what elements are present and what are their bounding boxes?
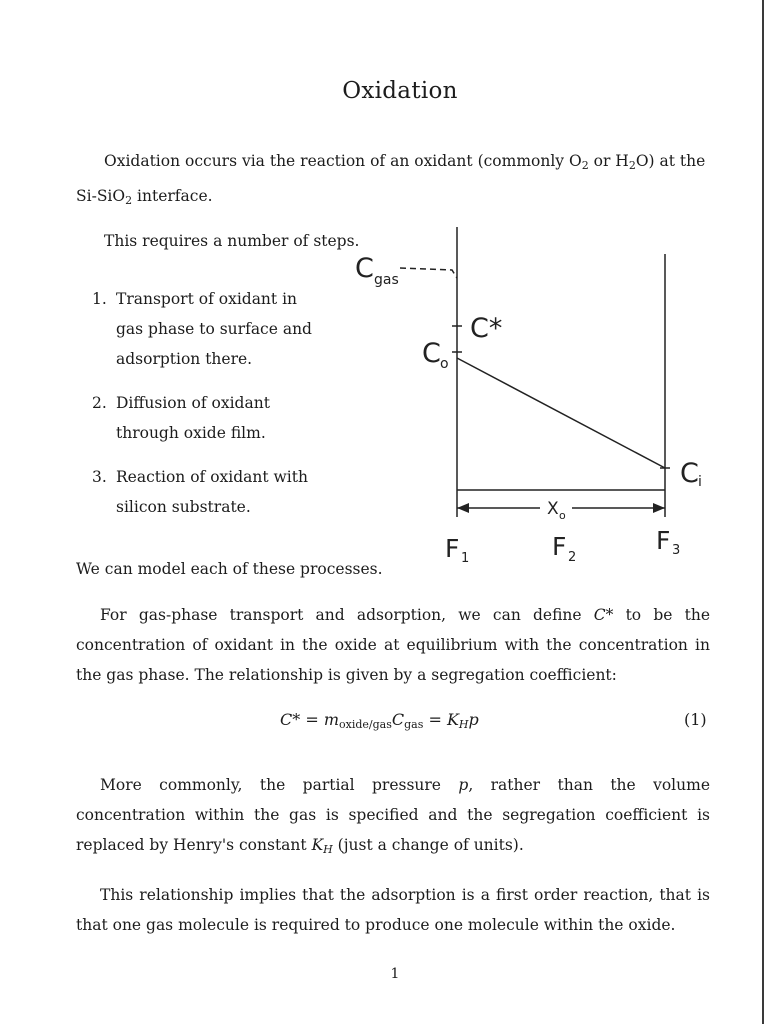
o2-subscript: 2 — [581, 159, 589, 172]
eq-c-gas: C — [391, 710, 405, 729]
c-o-label: C — [422, 338, 441, 369]
equation-expression — [280, 710, 479, 731]
intro-text-4: interface. — [132, 187, 213, 205]
page-edge-line — [762, 0, 764, 1024]
p4-text-1: More commonly, the partial pressure — [100, 776, 459, 794]
f3-label: F — [656, 526, 671, 555]
eq-m-subscript: oxide/gas — [339, 718, 392, 731]
list-item — [92, 388, 352, 448]
k-symbol: K — [311, 836, 324, 854]
equation-number: (1) — [684, 710, 707, 729]
step-line: Reaction of oxidant with — [116, 468, 308, 486]
steps-list — [92, 284, 352, 536]
p4-text-2: , rather than the volume concentration within the gas is specified and the segregation coefficient is replaced by Henry's constant — [76, 776, 710, 854]
p4-text-3: (just a change of units). — [332, 836, 524, 854]
c-o-subscript: o — [440, 356, 449, 372]
step-line: Diffusion of oxidant — [116, 394, 270, 412]
f2-label: F — [552, 532, 567, 561]
sio2-subscript: 2 — [125, 194, 133, 207]
eq-p: p — [468, 710, 479, 729]
c-gas-label: C — [355, 253, 374, 284]
x-o-label: X — [547, 499, 559, 519]
steps-intro: This requires a number of steps. — [104, 232, 360, 250]
step-line: adsorption there. — [116, 350, 253, 368]
h2-subscript: 2 — [628, 159, 636, 172]
eq-k-subscript: H — [458, 718, 469, 731]
f1-label: F — [445, 534, 460, 563]
step-number: 2. — [92, 394, 107, 412]
oxidation-diagram — [340, 222, 720, 572]
step-line: silicon substrate. — [116, 498, 251, 516]
intro-text-1: Oxidation occurs via the reaction of an oxidant (commonly O — [104, 152, 582, 170]
eq-c-star: C* — [280, 710, 301, 729]
f1-subscript: 1 — [461, 551, 470, 566]
x-o-arrow-right-head — [653, 503, 665, 513]
c-gas-dashed-line — [400, 268, 457, 278]
model-sentence: We can model each of these processes. — [76, 560, 383, 578]
eq-equals-1: = — [300, 710, 324, 729]
step-line: gas phase to surface and — [116, 320, 312, 338]
list-item — [92, 284, 352, 374]
page-number: 1 — [390, 966, 400, 982]
c-star-symbol: C* — [593, 606, 614, 624]
f2-subscript: 2 — [568, 550, 577, 565]
henry-paragraph — [76, 770, 710, 865]
x-o-arrow-left-head — [457, 503, 469, 513]
c-i-label: C — [680, 458, 699, 489]
equation-1 — [0, 710, 768, 740]
p-symbol: p — [458, 776, 469, 794]
intro-paragraph — [76, 146, 716, 216]
eq-equals-2: = — [423, 710, 447, 729]
step-line: through oxide film. — [116, 424, 266, 442]
intro-text-3: O) at the Si-SiO — [76, 152, 706, 205]
list-item — [92, 462, 352, 522]
page-title: Oxidation — [342, 78, 458, 104]
eq-m: m — [323, 710, 339, 729]
eq-c-gas-subscript: gas — [404, 718, 424, 731]
c-gas-subscript: gas — [374, 272, 399, 288]
gas-transport-paragraph — [76, 600, 710, 690]
c-i-subscript: i — [698, 474, 702, 490]
p3-text-2: to be the concentration of oxidant in the oxide at equilibrium with the concentration in the gas phase. The relationship is given by a segregation coefficient: — [76, 606, 710, 684]
step-line: Transport of oxidant in — [116, 290, 298, 308]
first-order-paragraph: This relationship implies that the adsorption is a first order reaction, that is that one gas molecule is required to produce one molecule within the oxide. — [76, 886, 710, 934]
step-number: 1. — [92, 290, 107, 308]
step-number: 3. — [92, 468, 107, 486]
concentration-profile-line — [457, 358, 665, 468]
p3-text-1: For gas-phase transport and adsorption, we can define — [100, 606, 594, 624]
k-subscript: H — [323, 843, 333, 856]
x-o-subscript: o — [559, 509, 566, 522]
f3-subscript: 3 — [672, 543, 681, 558]
intro-text-2: or H — [588, 152, 629, 170]
eq-k: K — [446, 710, 459, 729]
c-star-label: C* — [470, 313, 503, 344]
